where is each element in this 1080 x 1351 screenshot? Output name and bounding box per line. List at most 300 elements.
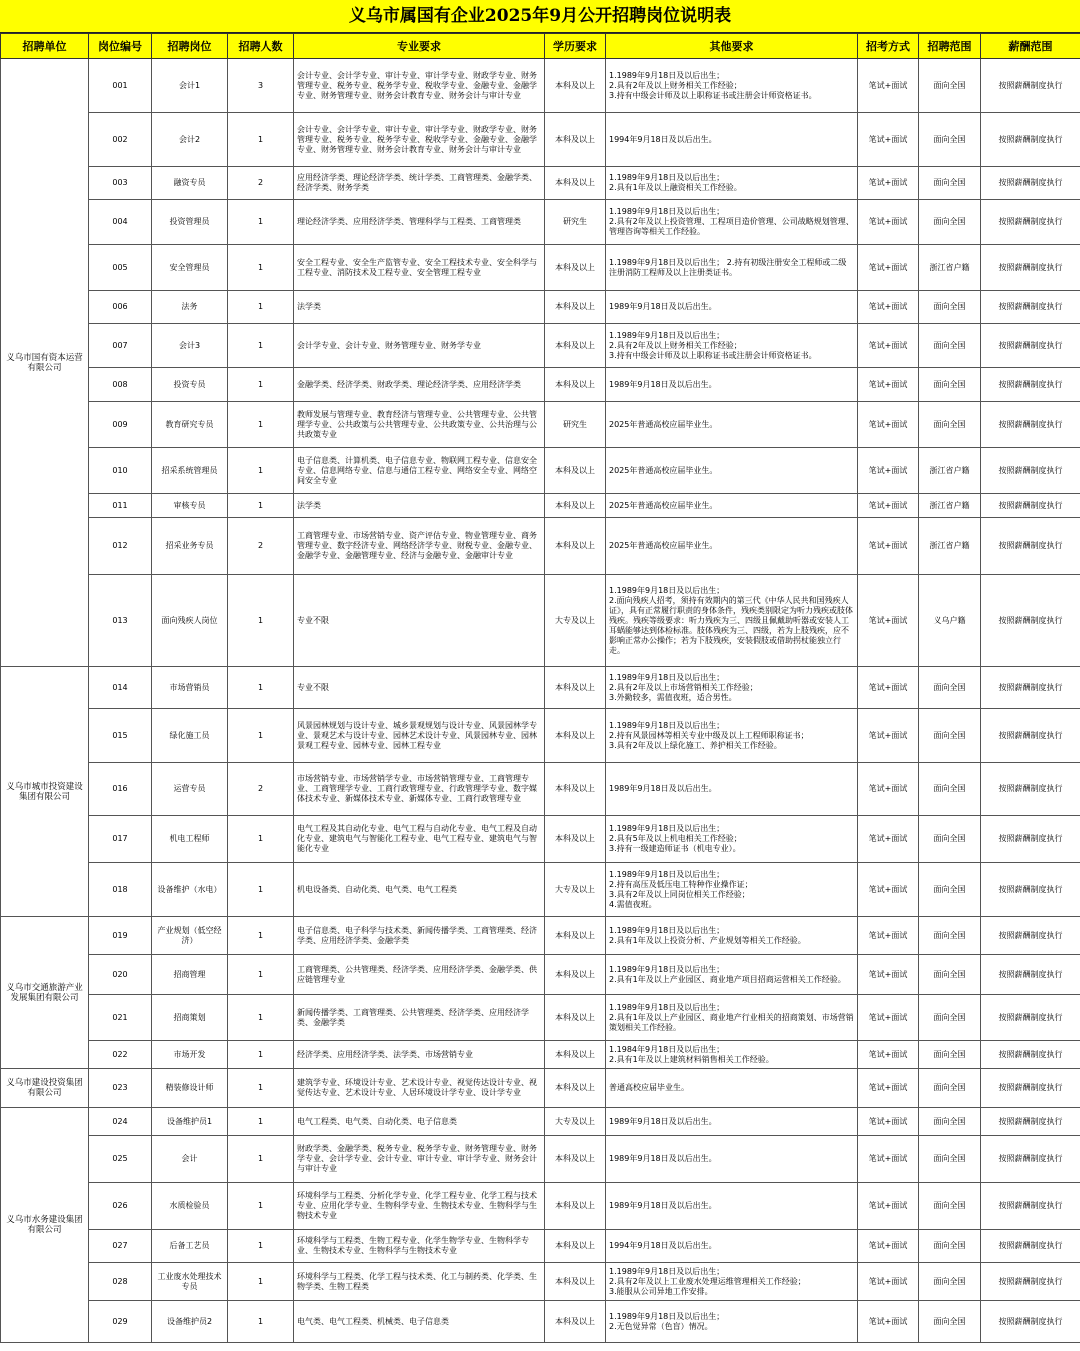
pos-cell: 绿化施工员	[152, 709, 228, 763]
method-cell: 笔试+面试	[858, 1230, 919, 1263]
method-cell: 笔试+面试	[858, 402, 919, 448]
pay-cell: 按照薪酬制度执行	[981, 1041, 1080, 1069]
num-cell: 1	[228, 955, 294, 995]
edu-cell: 本科及以上	[545, 59, 606, 113]
id-cell: 015	[89, 709, 152, 763]
other-cell: 2025年普通高校应届毕业生。	[606, 402, 858, 448]
other-cell: 1989年9月18日及以后出生。	[606, 1183, 858, 1230]
other-cell: 1.1989年9月18日及以后出生； 2.面向残疾人招考，须持有效期内的第三代《中华人民共和国残疾人证》，具有正常履行职责的身体条件，残疾类别限定为听力残疾或肢体残疾。残疾等级要求：听力残疾为三、四级且佩戴助听器或安装人工耳蜗能够达到体检标准。肢体残疾为三、四级，若为上肢残疾，应不影响正常办公操作；若为下肢残疾，安装假肢或借助拐杖能独立行走。	[606, 575, 858, 667]
column-header: 招聘范围	[919, 34, 981, 59]
num-cell: 1	[228, 1041, 294, 1069]
major-cell: 会计专业、会计学专业、审计专业、审计学专业、财政学专业、财务管理专业、税务专业、税务学专业、税收学专业、金融专业、金融学专业、财务管理专业、财务会计教育专业、财务会计与审计专业	[294, 59, 545, 113]
edu-cell: 本科及以上	[545, 1263, 606, 1301]
other-cell: 1.1989年9月18日及以后出生； 2.具有2年及以上投资管理、工程项目造价管理、公司战略规划管理、管理咨询等相关工作经验。	[606, 200, 858, 245]
pos-cell: 设备维护员1	[152, 1108, 228, 1136]
id-cell: 014	[89, 667, 152, 709]
edu-cell: 本科及以上	[545, 113, 606, 167]
major-cell: 经济学类、应用经济学类、法学类、市场营销专业	[294, 1041, 545, 1069]
method-cell: 笔试+面试	[858, 995, 919, 1041]
table-row	[1, 955, 1080, 995]
major-cell: 新闻传播学类、工商管理类、公共管理类、经济学类、应用经济学类、金融学类	[294, 995, 545, 1041]
table-row	[1, 816, 1080, 863]
id-cell: 012	[89, 518, 152, 575]
pos-cell: 面向残疾人岗位	[152, 575, 228, 667]
method-cell: 笔试+面试	[858, 917, 919, 955]
scope-cell: 面向全国	[919, 1230, 981, 1263]
table-row	[1, 494, 1080, 518]
num-cell: 1	[228, 1183, 294, 1230]
id-cell: 001	[89, 59, 152, 113]
num-cell: 1	[228, 863, 294, 917]
pos-cell: 会计2	[152, 113, 228, 167]
edu-cell: 大专及以上	[545, 1108, 606, 1136]
other-cell: 1989年9月18日及以后出生。	[606, 763, 858, 816]
pos-cell: 招采系统管理员	[152, 448, 228, 494]
num-cell: 1	[228, 667, 294, 709]
table-row	[1, 1069, 1080, 1108]
scope-cell: 面向全国	[919, 200, 981, 245]
edu-cell: 本科及以上	[545, 368, 606, 402]
table-row	[1, 1301, 1080, 1343]
id-cell: 027	[89, 1230, 152, 1263]
other-cell: 1.1984年9月18日及以后出生； 2.具有1年及以上建筑材料销售相关工作经验。	[606, 1041, 858, 1069]
pos-cell: 安全管理员	[152, 245, 228, 291]
table-row	[1, 245, 1080, 291]
other-cell: 1.1989年9月18日及以后出生； 2.具有1年及以上产业园区、商业地产行业相关的招商策划、市场营销策划相关工作经验。	[606, 995, 858, 1041]
table-row	[1, 1263, 1080, 1301]
pos-cell: 市场开发	[152, 1041, 228, 1069]
edu-cell: 本科及以上	[545, 245, 606, 291]
other-cell: 1.1989年9月18日及以后出生； 2.具有2年及以上市场营销相关工作经验； 3.外勤较多，需值夜班，适合男性。	[606, 667, 858, 709]
scope-cell: 面向全国	[919, 1041, 981, 1069]
num-cell: 2	[228, 518, 294, 575]
scope-cell: 浙江省户籍	[919, 518, 981, 575]
scope-cell: 面向全国	[919, 917, 981, 955]
column-header: 招聘单位	[1, 34, 89, 59]
table-row	[1, 200, 1080, 245]
num-cell: 1	[228, 1136, 294, 1183]
num-cell: 1	[228, 113, 294, 167]
table-row	[1, 59, 1080, 113]
other-cell: 1.1989年9月18日及以后出生； 2.持有风景园林等相关专业中级及以上工程师职称证书； 3.具有2年及以上绿化施工、养护相关工作经验。	[606, 709, 858, 763]
edu-cell: 本科及以上	[545, 291, 606, 324]
table-row	[1, 917, 1080, 955]
table-row	[1, 167, 1080, 200]
pos-cell: 法务	[152, 291, 228, 324]
method-cell: 笔试+面试	[858, 518, 919, 575]
other-cell: 1.1989年9月18日及以后出生； 2.具有2年及以上工业废水处理运维管理相关工作经验； 3.能服从公司异地工作安排。	[606, 1263, 858, 1301]
page-title: 义乌市属国有企业2025年9月公开招聘岗位说明表	[0, 0, 1080, 33]
scope-cell: 面向全国	[919, 1301, 981, 1343]
pay-cell: 按照薪酬制度执行	[981, 291, 1080, 324]
scope-cell: 面向全国	[919, 1136, 981, 1183]
pos-cell: 融资专员	[152, 167, 228, 200]
major-cell: 财政学类、金融学类、税务专业、税务学专业、财务管理专业、财务学专业、会计学专业、会计专业、审计专业、审计学专业、财务会计与审计专业	[294, 1136, 545, 1183]
num-cell: 1	[228, 291, 294, 324]
major-cell: 风景园林规划与设计专业、城乡景观规划与设计专业、风景园林学专业、景观艺术与设计专业、园林艺术设计专业、风景园林专业、园林景观工程专业、园林专业、园林工程专业	[294, 709, 545, 763]
pay-cell: 按照薪酬制度执行	[981, 575, 1080, 667]
method-cell: 笔试+面试	[858, 709, 919, 763]
method-cell: 笔试+面试	[858, 816, 919, 863]
method-cell: 笔试+面试	[858, 667, 919, 709]
method-cell: 笔试+面试	[858, 955, 919, 995]
method-cell: 笔试+面试	[858, 763, 919, 816]
other-cell: 2025年普通高校应届毕业生。	[606, 518, 858, 575]
num-cell: 1	[228, 368, 294, 402]
column-header: 招考方式	[858, 34, 919, 59]
edu-cell: 本科及以上	[545, 1069, 606, 1108]
major-cell: 法学类	[294, 291, 545, 324]
pay-cell: 按照薪酬制度执行	[981, 667, 1080, 709]
pos-cell: 水质检验员	[152, 1183, 228, 1230]
num-cell: 2	[228, 167, 294, 200]
other-cell: 1989年9月18日及以后出生。	[606, 1108, 858, 1136]
method-cell: 笔试+面试	[858, 200, 919, 245]
pos-cell: 工业废水处理技术专员	[152, 1263, 228, 1301]
num-cell: 1	[228, 917, 294, 955]
scope-cell: 面向全国	[919, 863, 981, 917]
id-cell: 003	[89, 167, 152, 200]
major-cell: 电子信息类、计算机类、电子信息专业、物联网工程专业、信息安全专业、信息网络专业、信息与通信工程专业、网络安全专业、网络空间安全专业	[294, 448, 545, 494]
column-header: 其他要求	[606, 34, 858, 59]
major-cell: 理论经济学类、应用经济学类、管理科学与工程类、工商管理类	[294, 200, 545, 245]
id-cell: 006	[89, 291, 152, 324]
id-cell: 021	[89, 995, 152, 1041]
edu-cell: 本科及以上	[545, 955, 606, 995]
other-cell: 1994年9月18日及以后出生。	[606, 1230, 858, 1263]
table-row	[1, 1041, 1080, 1069]
edu-cell: 本科及以上	[545, 1230, 606, 1263]
major-cell: 电子信息类、电子科学与技术类、新闻传播学类、工商管理类、经济学类、应用经济学类、金融学类	[294, 917, 545, 955]
scope-cell: 面向全国	[919, 402, 981, 448]
edu-cell: 本科及以上	[545, 1183, 606, 1230]
edu-cell: 本科及以上	[545, 494, 606, 518]
num-cell: 1	[228, 494, 294, 518]
table-row	[1, 667, 1080, 709]
pos-cell: 精装修设计师	[152, 1069, 228, 1108]
method-cell: 笔试+面试	[858, 575, 919, 667]
edu-cell: 本科及以上	[545, 763, 606, 816]
id-cell: 008	[89, 368, 152, 402]
table-body	[1, 59, 1080, 1343]
pay-cell: 按照薪酬制度执行	[981, 1108, 1080, 1136]
employer-cell: 义乌市城市投资建设集团有限公司	[1, 667, 89, 917]
method-cell: 笔试+面试	[858, 324, 919, 368]
pay-cell: 按照薪酬制度执行	[981, 863, 1080, 917]
pay-cell: 按照薪酬制度执行	[981, 763, 1080, 816]
table-row	[1, 763, 1080, 816]
job-table	[0, 33, 1080, 1343]
other-cell: 1989年9月18日及以后出生。	[606, 1136, 858, 1183]
pos-cell: 会计	[152, 1136, 228, 1183]
table-row	[1, 368, 1080, 402]
scope-cell: 面向全国	[919, 113, 981, 167]
pos-cell: 招商管理	[152, 955, 228, 995]
scope-cell: 面向全国	[919, 1108, 981, 1136]
pay-cell: 按照薪酬制度执行	[981, 709, 1080, 763]
method-cell: 笔试+面试	[858, 1108, 919, 1136]
other-cell: 1.1989年9月18日及以后出生； 2.具有5年及以上机电相关工作经验； 3.持有一级建造师证书（机电专业）。	[606, 816, 858, 863]
id-cell: 016	[89, 763, 152, 816]
id-cell: 004	[89, 200, 152, 245]
edu-cell: 本科及以上	[545, 667, 606, 709]
edu-cell: 本科及以上	[545, 518, 606, 575]
pay-cell: 按照薪酬制度执行	[981, 1263, 1080, 1301]
pos-cell: 招采业务专员	[152, 518, 228, 575]
id-cell: 025	[89, 1136, 152, 1183]
other-cell: 2025年普通高校应届毕业生。	[606, 448, 858, 494]
edu-cell: 研究生	[545, 200, 606, 245]
method-cell: 笔试+面试	[858, 1183, 919, 1230]
method-cell: 笔试+面试	[858, 448, 919, 494]
method-cell: 笔试+面试	[858, 245, 919, 291]
pos-cell: 市场营销员	[152, 667, 228, 709]
table-row	[1, 1183, 1080, 1230]
pay-cell: 按照薪酬制度执行	[981, 1183, 1080, 1230]
other-cell: 1.1989年9月18日及以后出生； 2.具有1年及以上融资相关工作经验。	[606, 167, 858, 200]
table-row	[1, 1108, 1080, 1136]
scope-cell: 面向全国	[919, 59, 981, 113]
other-cell: 1989年9月18日及以后出生。	[606, 368, 858, 402]
major-cell: 环境科学与工程类、分析化学专业、化学工程专业、化学工程与技术专业、应用化学专业、生物科学专业、生物技术专业、生物科学与生物技术专业	[294, 1183, 545, 1230]
pos-cell: 产业规划（低空经济）	[152, 917, 228, 955]
employer-cell: 义乌市国有资本运营有限公司	[1, 59, 89, 667]
id-cell: 013	[89, 575, 152, 667]
pos-cell: 设备维护员2	[152, 1301, 228, 1343]
pay-cell: 按照薪酬制度执行	[981, 1136, 1080, 1183]
pay-cell: 按照薪酬制度执行	[981, 995, 1080, 1041]
pos-cell: 后备工艺员	[152, 1230, 228, 1263]
major-cell: 工商管理类、公共管理类、经济学类、应用经济学类、金融学类、供应链管理专业	[294, 955, 545, 995]
table-row	[1, 709, 1080, 763]
major-cell: 机电设备类、自动化类、电气类、电气工程类	[294, 863, 545, 917]
id-cell: 010	[89, 448, 152, 494]
edu-cell: 本科及以上	[545, 167, 606, 200]
table-row	[1, 575, 1080, 667]
major-cell: 电气工程及其自动化专业、电气工程与自动化专业、电气工程及自动化专业、建筑电气与智能化工程专业、电气工程专业、建筑电气与智能化专业	[294, 816, 545, 863]
method-cell: 笔试+面试	[858, 59, 919, 113]
employer-cell: 义乌市水务建设集团有限公司	[1, 1108, 89, 1343]
pos-cell: 运营专员	[152, 763, 228, 816]
num-cell: 2	[228, 763, 294, 816]
major-cell: 会计学专业、会计专业、财务管理专业、财务学专业	[294, 324, 545, 368]
pos-cell: 教育研究专员	[152, 402, 228, 448]
table-row	[1, 402, 1080, 448]
edu-cell: 本科及以上	[545, 709, 606, 763]
column-header: 招聘人数	[228, 34, 294, 59]
edu-cell: 大专及以上	[545, 575, 606, 667]
table-row	[1, 1136, 1080, 1183]
scope-cell: 浙江省户籍	[919, 448, 981, 494]
edu-cell: 本科及以上	[545, 448, 606, 494]
id-cell: 002	[89, 113, 152, 167]
major-cell: 会计专业、会计学专业、审计专业、审计学专业、财政学专业、财务管理专业、税务专业、税务学专业、税收学专业、金融专业、金融学专业、财务管理专业、财务会计教育专业、财务会计与审计专业	[294, 113, 545, 167]
pay-cell: 按照薪酬制度执行	[981, 402, 1080, 448]
employer-cell: 义乌市建设投资集团有限公司	[1, 1069, 89, 1108]
pay-cell: 按照薪酬制度执行	[981, 955, 1080, 995]
pay-cell: 按照薪酬制度执行	[981, 494, 1080, 518]
pay-cell: 按照薪酬制度执行	[981, 59, 1080, 113]
pos-cell: 招商策划	[152, 995, 228, 1041]
pay-cell: 按照薪酬制度执行	[981, 816, 1080, 863]
num-cell: 1	[228, 995, 294, 1041]
num-cell: 1	[228, 1301, 294, 1343]
scope-cell: 面向全国	[919, 291, 981, 324]
pos-cell: 投资专员	[152, 368, 228, 402]
major-cell: 市场营销专业、市场营销学专业、市场营销管理专业、工商管理专业、工商管理学专业、工商行政管理专业、行政管理学专业、数字媒体技术专业、新媒体技术专业、新媒体专业、工商行政管理专业	[294, 763, 545, 816]
column-header: 学历要求	[545, 34, 606, 59]
major-cell: 电气类、电气工程类、机械类、电子信息类	[294, 1301, 545, 1343]
major-cell: 安全工程专业、安全生产监管专业、安全工程技术专业、安全科学与工程专业、消防技术及工程专业、安全管理工程专业	[294, 245, 545, 291]
scope-cell: 面向全国	[919, 167, 981, 200]
id-cell: 029	[89, 1301, 152, 1343]
major-cell: 专业不限	[294, 575, 545, 667]
num-cell: 1	[228, 324, 294, 368]
pay-cell: 按照薪酬制度执行	[981, 324, 1080, 368]
id-cell: 023	[89, 1069, 152, 1108]
scope-cell: 面向全国	[919, 709, 981, 763]
num-cell: 1	[228, 1069, 294, 1108]
num-cell: 1	[228, 200, 294, 245]
id-cell: 019	[89, 917, 152, 955]
scope-cell: 面向全国	[919, 324, 981, 368]
employer-cell: 义乌市交通旅游产业发展集团有限公司	[1, 917, 89, 1069]
table-row	[1, 1230, 1080, 1263]
pos-cell: 会计1	[152, 59, 228, 113]
other-cell: 1.1989年9月18日及以后出生； 2.持有初级注册安全工程师或二级注册消防工程师及以上注册类证书。	[606, 245, 858, 291]
major-cell: 环境科学与工程类、化学工程与技术类、化工与制药类、化学类、生物学类、生物工程类	[294, 1263, 545, 1301]
edu-cell: 本科及以上	[545, 1041, 606, 1069]
major-cell: 工商管理专业、市场营销专业、资产评估专业、物业管理专业、商务管理专业、数字经济专业、网络经济学专业、财税专业、金融专业、金融学专业、金融管理专业、经济与金融专业、金融审计专业	[294, 518, 545, 575]
pay-cell: 按照薪酬制度执行	[981, 113, 1080, 167]
scope-cell: 面向全国	[919, 368, 981, 402]
other-cell: 2025年普通高校应届毕业生。	[606, 494, 858, 518]
other-cell: 普通高校应届毕业生。	[606, 1069, 858, 1108]
scope-cell: 面向全国	[919, 667, 981, 709]
id-cell: 005	[89, 245, 152, 291]
edu-cell: 研究生	[545, 402, 606, 448]
header-row	[1, 34, 1080, 59]
scope-cell: 面向全国	[919, 995, 981, 1041]
num-cell: 1	[228, 1108, 294, 1136]
pay-cell: 按照薪酬制度执行	[981, 917, 1080, 955]
table-row	[1, 291, 1080, 324]
major-cell: 环境科学与工程类、生物工程专业、化学生物学专业、生物科学专业、生物技术专业、生物科学与生物技术专业	[294, 1230, 545, 1263]
major-cell: 金融学类、经济学类、财政学类、理论经济学类、应用经济学类	[294, 368, 545, 402]
id-cell: 009	[89, 402, 152, 448]
major-cell: 建筑学专业、环境设计专业、艺术设计专业、视觉传达设计专业、视觉传达专业、艺术设计专业、人居环境设计学专业、设计学专业	[294, 1069, 545, 1108]
method-cell: 笔试+面试	[858, 1041, 919, 1069]
column-header: 专业要求	[294, 34, 545, 59]
scope-cell: 义乌户籍	[919, 575, 981, 667]
table-row	[1, 324, 1080, 368]
method-cell: 笔试+面试	[858, 1136, 919, 1183]
num-cell: 1	[228, 816, 294, 863]
table-row	[1, 518, 1080, 575]
scope-cell: 面向全国	[919, 816, 981, 863]
id-cell: 026	[89, 1183, 152, 1230]
pos-cell: 设备维护（水电）	[152, 863, 228, 917]
edu-cell: 本科及以上	[545, 816, 606, 863]
id-cell: 007	[89, 324, 152, 368]
id-cell: 017	[89, 816, 152, 863]
edu-cell: 大专及以上	[545, 863, 606, 917]
pay-cell: 按照薪酬制度执行	[981, 448, 1080, 494]
num-cell: 3	[228, 59, 294, 113]
scope-cell: 浙江省户籍	[919, 494, 981, 518]
scope-cell: 面向全国	[919, 763, 981, 816]
method-cell: 笔试+面试	[858, 113, 919, 167]
method-cell: 笔试+面试	[858, 291, 919, 324]
method-cell: 笔试+面试	[858, 1069, 919, 1108]
pos-cell: 投资管理员	[152, 200, 228, 245]
pos-cell: 会计3	[152, 324, 228, 368]
num-cell: 1	[228, 1230, 294, 1263]
pay-cell: 按照薪酬制度执行	[981, 200, 1080, 245]
pay-cell: 按照薪酬制度执行	[981, 1301, 1080, 1343]
num-cell: 1	[228, 402, 294, 448]
edu-cell: 本科及以上	[545, 324, 606, 368]
num-cell: 1	[228, 448, 294, 494]
num-cell: 1	[228, 709, 294, 763]
other-cell: 1.1989年9月18日及以后出生； 2.具有2年及以上财务相关工作经验； 3.持有中级会计师及以上职称证书或注册会计师资格证书。	[606, 59, 858, 113]
id-cell: 024	[89, 1108, 152, 1136]
pay-cell: 按照薪酬制度执行	[981, 368, 1080, 402]
pay-cell: 按照薪酬制度执行	[981, 1230, 1080, 1263]
column-header: 岗位编号	[89, 34, 152, 59]
major-cell: 专业不限	[294, 667, 545, 709]
other-cell: 1.1989年9月18日及以后出生； 2.具有1年及以上投资分析、产业规划等相关工作经验。	[606, 917, 858, 955]
id-cell: 018	[89, 863, 152, 917]
num-cell: 1	[228, 245, 294, 291]
edu-cell: 本科及以上	[545, 917, 606, 955]
other-cell: 1989年9月18日及以后出生。	[606, 291, 858, 324]
table-row	[1, 448, 1080, 494]
other-cell: 1994年9月18日及以后出生。	[606, 113, 858, 167]
table-row	[1, 863, 1080, 917]
num-cell: 1	[228, 1263, 294, 1301]
pay-cell: 按照薪酬制度执行	[981, 167, 1080, 200]
column-header: 招聘岗位	[152, 34, 228, 59]
pos-cell: 机电工程师	[152, 816, 228, 863]
major-cell: 应用经济学类、理论经济学类、统计学类、工商管理类、金融学类、经济学类、财务学类	[294, 167, 545, 200]
method-cell: 笔试+面试	[858, 167, 919, 200]
edu-cell: 本科及以上	[545, 1136, 606, 1183]
method-cell: 笔试+面试	[858, 863, 919, 917]
major-cell: 法学类	[294, 494, 545, 518]
other-cell: 1.1989年9月18日及以后出生； 2.无色觉异常（色盲）情况。	[606, 1301, 858, 1343]
scope-cell: 面向全国	[919, 1183, 981, 1230]
column-header: 薪酬范围	[981, 34, 1080, 59]
pay-cell: 按照薪酬制度执行	[981, 518, 1080, 575]
edu-cell: 本科及以上	[545, 995, 606, 1041]
scope-cell: 面向全国	[919, 1069, 981, 1108]
other-cell: 1.1989年9月18日及以后出生； 2.持有高压及低压电工特种作业操作证； 3.具有2年及以上同岗位相关工作经验； 4.需值夜班。	[606, 863, 858, 917]
other-cell: 1.1989年9月18日及以后出生； 2.具有2年及以上财务相关工作经验； 3.持有中级会计师及以上职称证书或注册会计师资格证书。	[606, 324, 858, 368]
table-row	[1, 995, 1080, 1041]
pay-cell: 按照薪酬制度执行	[981, 245, 1080, 291]
other-cell: 1.1989年9月18日及以后出生； 2.具有1年及以上产业园区、商业地产项目招商运营相关工作经验。	[606, 955, 858, 995]
pay-cell: 按照薪酬制度执行	[981, 1069, 1080, 1108]
scope-cell: 面向全国	[919, 955, 981, 995]
edu-cell: 本科及以上	[545, 1301, 606, 1343]
major-cell: 教师发展与管理专业、教育经济与管理专业、公共管理专业、公共管理学专业、公共政策与公共管理专业、公共政策专业、公共治理与公共政策专业	[294, 402, 545, 448]
scope-cell: 浙江省户籍	[919, 245, 981, 291]
method-cell: 笔试+面试	[858, 368, 919, 402]
major-cell: 电气工程类、电气类、自动化类、电子信息类	[294, 1108, 545, 1136]
method-cell: 笔试+面试	[858, 1301, 919, 1343]
id-cell: 028	[89, 1263, 152, 1301]
